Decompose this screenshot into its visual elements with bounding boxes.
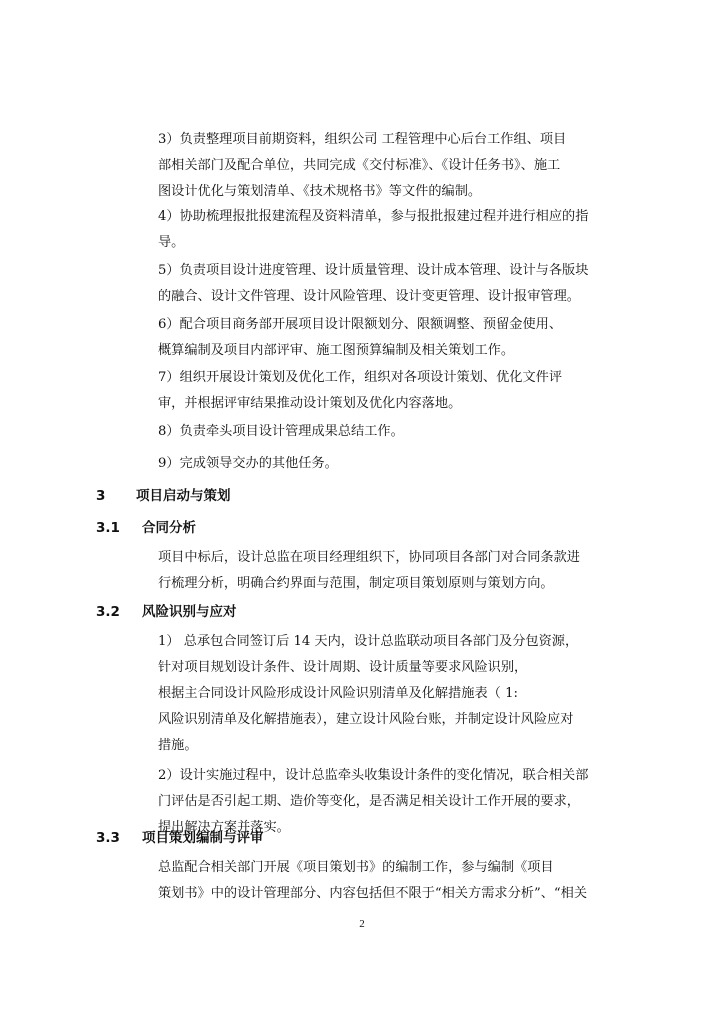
text-line: 风险识别清单及化解措施表），建立设计风险台账，并制定设计风险应对	[158, 712, 574, 727]
page-number: 2	[359, 918, 365, 930]
section-3-3-paragraph	[158, 855, 638, 907]
section-title: 项目策划编制与评审	[142, 830, 264, 846]
text-line: 3）负责整理项目前期资料，组织公司 工程管理中心后台工作组、项目	[158, 132, 567, 147]
text-line: 图设计优化与策划清单、《技术规格书》等文件的编制。	[158, 184, 482, 199]
duty-item-9	[158, 451, 638, 477]
text-line: 审，并根据评审结果推动设计策划及优化内容落地。	[158, 396, 462, 411]
section-title: 合同分析	[142, 520, 196, 536]
section-number: 3.3	[96, 830, 120, 846]
text-line: 根据主合同设计风险形成设计风险识别清单及化解措施表（ 1:	[158, 686, 518, 701]
text-line: 5）负责项目设计进度管理、设计质量管理、设计成本管理、设计与各版块	[158, 263, 589, 278]
text-line: 的融合、设计文件管理、设计风险管理、设计变更管理、设计报审管理。	[158, 289, 580, 304]
section-3-1-paragraph	[158, 545, 638, 597]
text-line: 1） 总承包合同签订后 14 天内，设计总监联动项目各部门及分包资源，	[158, 634, 579, 649]
text-line: 门评估是否引起工期、造价等变化，是否满足相关设计工作开展的要求，	[158, 794, 580, 809]
text-line: 项目中标后，设计总监在项目经理组织下，协同项目各部门对合同条款进	[158, 550, 580, 565]
text-line: 7）组织开展设计策划及优化工作，组织对各项设计策划、优化文件评	[158, 370, 563, 385]
section-number: 3	[96, 488, 106, 504]
section-3-3-heading	[96, 825, 264, 851]
text-line: 提出解决方案并落实。	[158, 820, 290, 835]
text-line: 总监配合相关部门开展《项目策划书》的编制工作，参与编制《项目	[158, 860, 554, 875]
section-3-1-heading	[96, 515, 196, 541]
section-3-2-item-1	[158, 629, 638, 759]
duty-item-8	[158, 419, 638, 445]
section-number: 3.2	[96, 604, 120, 620]
text-line: 措施。	[158, 738, 198, 753]
section-title: 风险识别与应对	[142, 604, 237, 620]
duty-item-7	[158, 365, 638, 417]
text-line: 6）配合项目商务部开展项目设计限额划分、限额调整、预留金使用、	[158, 317, 563, 332]
text-line: 9）完成领导交办的其他任务。	[158, 456, 338, 471]
text-line: 概算编制及项目内部评审、施工图预算编制及相关策划工作。	[158, 343, 515, 358]
text-line: 针对项目规划设计条件、设计周期、设计质量等要求风险识别，	[158, 660, 528, 675]
text-line: 4）协助梳理报批报建流程及资料清单，参与报批报建过程并进行相应的指	[158, 209, 589, 224]
duty-item-6	[158, 312, 638, 364]
section-number: 3.1	[96, 520, 120, 536]
text-line: 部相关部门及配合单位，共同完成《交付标准》、《设计任务书》、施工	[158, 158, 561, 173]
duty-item-3	[158, 127, 638, 205]
text-line: 行梳理分析，明确合约界面与范围，制定项目策划原则与策划方向。	[158, 576, 554, 591]
duty-item-4	[158, 204, 638, 256]
duty-item-5	[158, 258, 638, 310]
text-line: 2）设计实施过程中，设计总监牵头收集设计条件的变化情况，联合相关部	[158, 768, 589, 783]
text-line: 策划书》中的设计管理部分、内容包括但不限于“相关方需求分析”、“相关	[158, 886, 588, 901]
text-line: 导。	[158, 235, 185, 250]
section-title: 项目启动与策划	[136, 488, 231, 504]
text-line: 8）负责牵头项目设计管理成果总结工作。	[158, 424, 404, 439]
section-3-2-heading	[96, 599, 237, 625]
section-3-heading	[96, 483, 231, 509]
